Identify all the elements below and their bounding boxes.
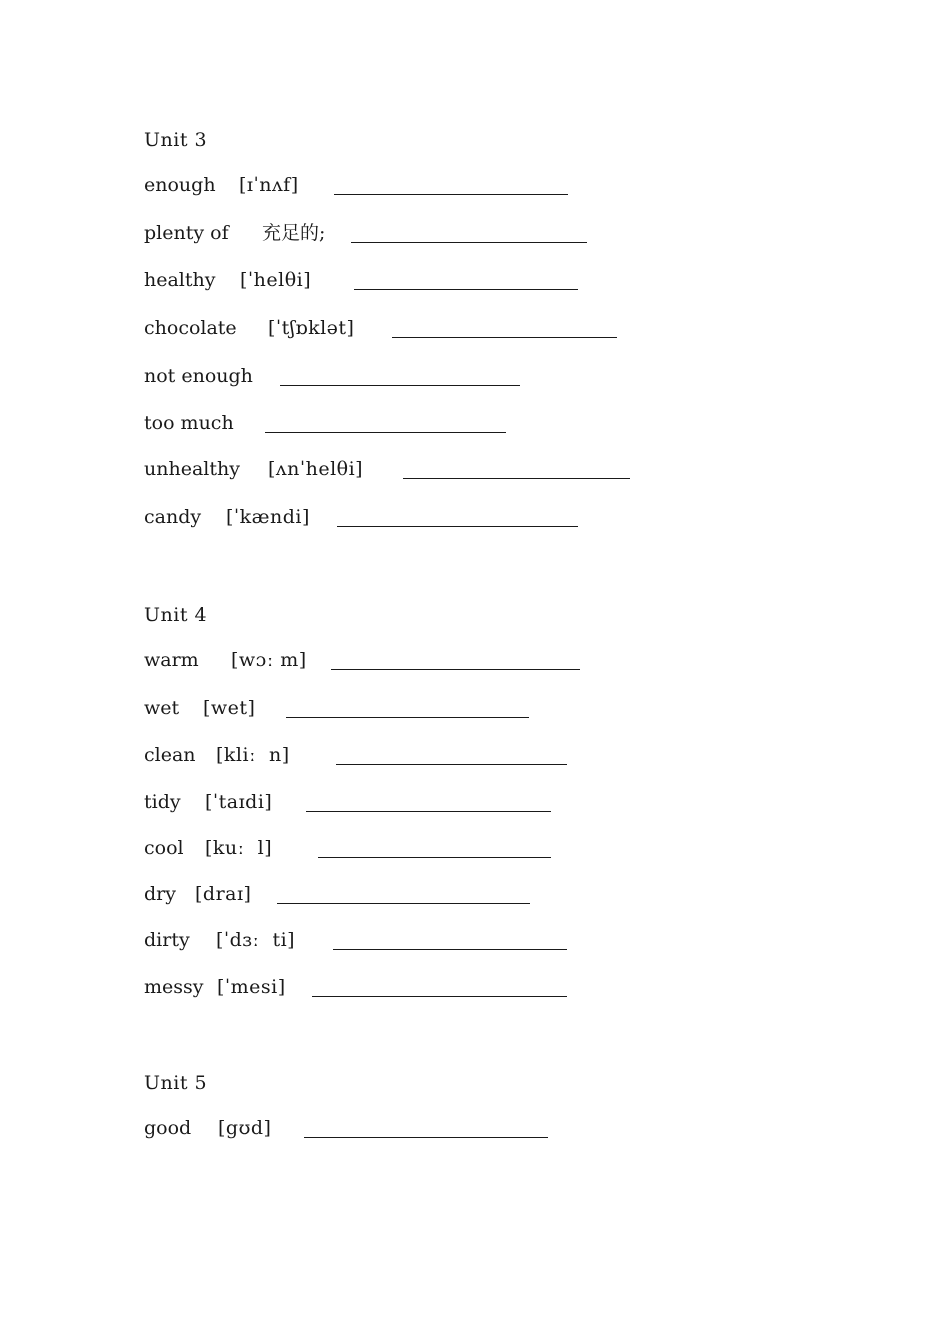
vocab-word: good	[144, 1117, 192, 1139]
vocab-phonetic: [ʌnˈhelθi]	[268, 458, 364, 480]
vocab-word: healthy	[144, 269, 216, 291]
answer-blank[interactable]	[280, 385, 520, 386]
answer-blank[interactable]	[392, 337, 617, 338]
vocab-word: candy	[144, 506, 202, 528]
answer-blank[interactable]	[334, 194, 568, 195]
vocab-word: messy	[144, 976, 204, 998]
answer-blank[interactable]	[286, 717, 529, 718]
answer-blank[interactable]	[331, 669, 580, 670]
vocab-word: clean	[144, 744, 196, 766]
vocab-word: dry	[144, 883, 176, 905]
answer-blank[interactable]	[336, 764, 567, 765]
vocab-phonetic: [ˈtʃɒklət]	[268, 317, 355, 339]
answer-blank[interactable]	[318, 857, 551, 858]
vocab-phonetic: [ˈkændi]	[226, 506, 310, 528]
vocab-meaning: 充足的;	[262, 222, 326, 244]
answer-blank[interactable]	[265, 432, 506, 433]
answer-blank[interactable]	[354, 289, 578, 290]
vocab-phonetic: [kliː n]	[216, 744, 290, 766]
vocab-word: warm	[144, 649, 199, 671]
unit-3-heading: Unit 3	[144, 129, 208, 151]
vocab-word: wet	[144, 697, 180, 719]
vocab-phonetic: [gʊd]	[218, 1117, 272, 1139]
unit-4-heading: Unit 4	[144, 604, 208, 626]
answer-blank[interactable]	[351, 242, 587, 243]
vocab-phonetic: [ˈdɜː ti]	[216, 929, 296, 951]
vocab-word: too much	[144, 412, 234, 434]
vocab-phonetic: [ˈtaɪdi]	[205, 791, 273, 813]
answer-blank[interactable]	[333, 949, 567, 950]
vocab-phonetic: [wet]	[203, 697, 256, 719]
vocab-word: tidy	[144, 791, 181, 813]
vocab-word: not enough	[144, 365, 253, 387]
answer-blank[interactable]	[337, 526, 578, 527]
vocab-phonetic: [ˈhelθi]	[240, 269, 312, 291]
vocab-phonetic: [kuː l]	[205, 837, 273, 859]
vocab-phonetic: [ˈmesi]	[217, 976, 286, 998]
vocab-word: dirty	[144, 929, 190, 951]
vocab-word: enough	[144, 174, 216, 196]
vocab-word: chocolate	[144, 317, 237, 339]
answer-blank[interactable]	[403, 478, 630, 479]
answer-blank[interactable]	[306, 811, 551, 812]
vocab-phonetic: [ɪˈnʌf]	[239, 174, 299, 196]
vocab-phonetic: [draɪ]	[195, 883, 252, 905]
vocab-word: unhealthy	[144, 458, 240, 480]
answer-blank[interactable]	[277, 903, 530, 904]
answer-blank[interactable]	[312, 996, 567, 997]
vocab-word: plenty of	[144, 222, 229, 244]
vocab-phonetic: [wɔː m]	[231, 649, 307, 671]
answer-blank[interactable]	[304, 1137, 548, 1138]
unit-5-heading: Unit 5	[144, 1072, 208, 1094]
vocab-word: cool	[144, 837, 184, 859]
